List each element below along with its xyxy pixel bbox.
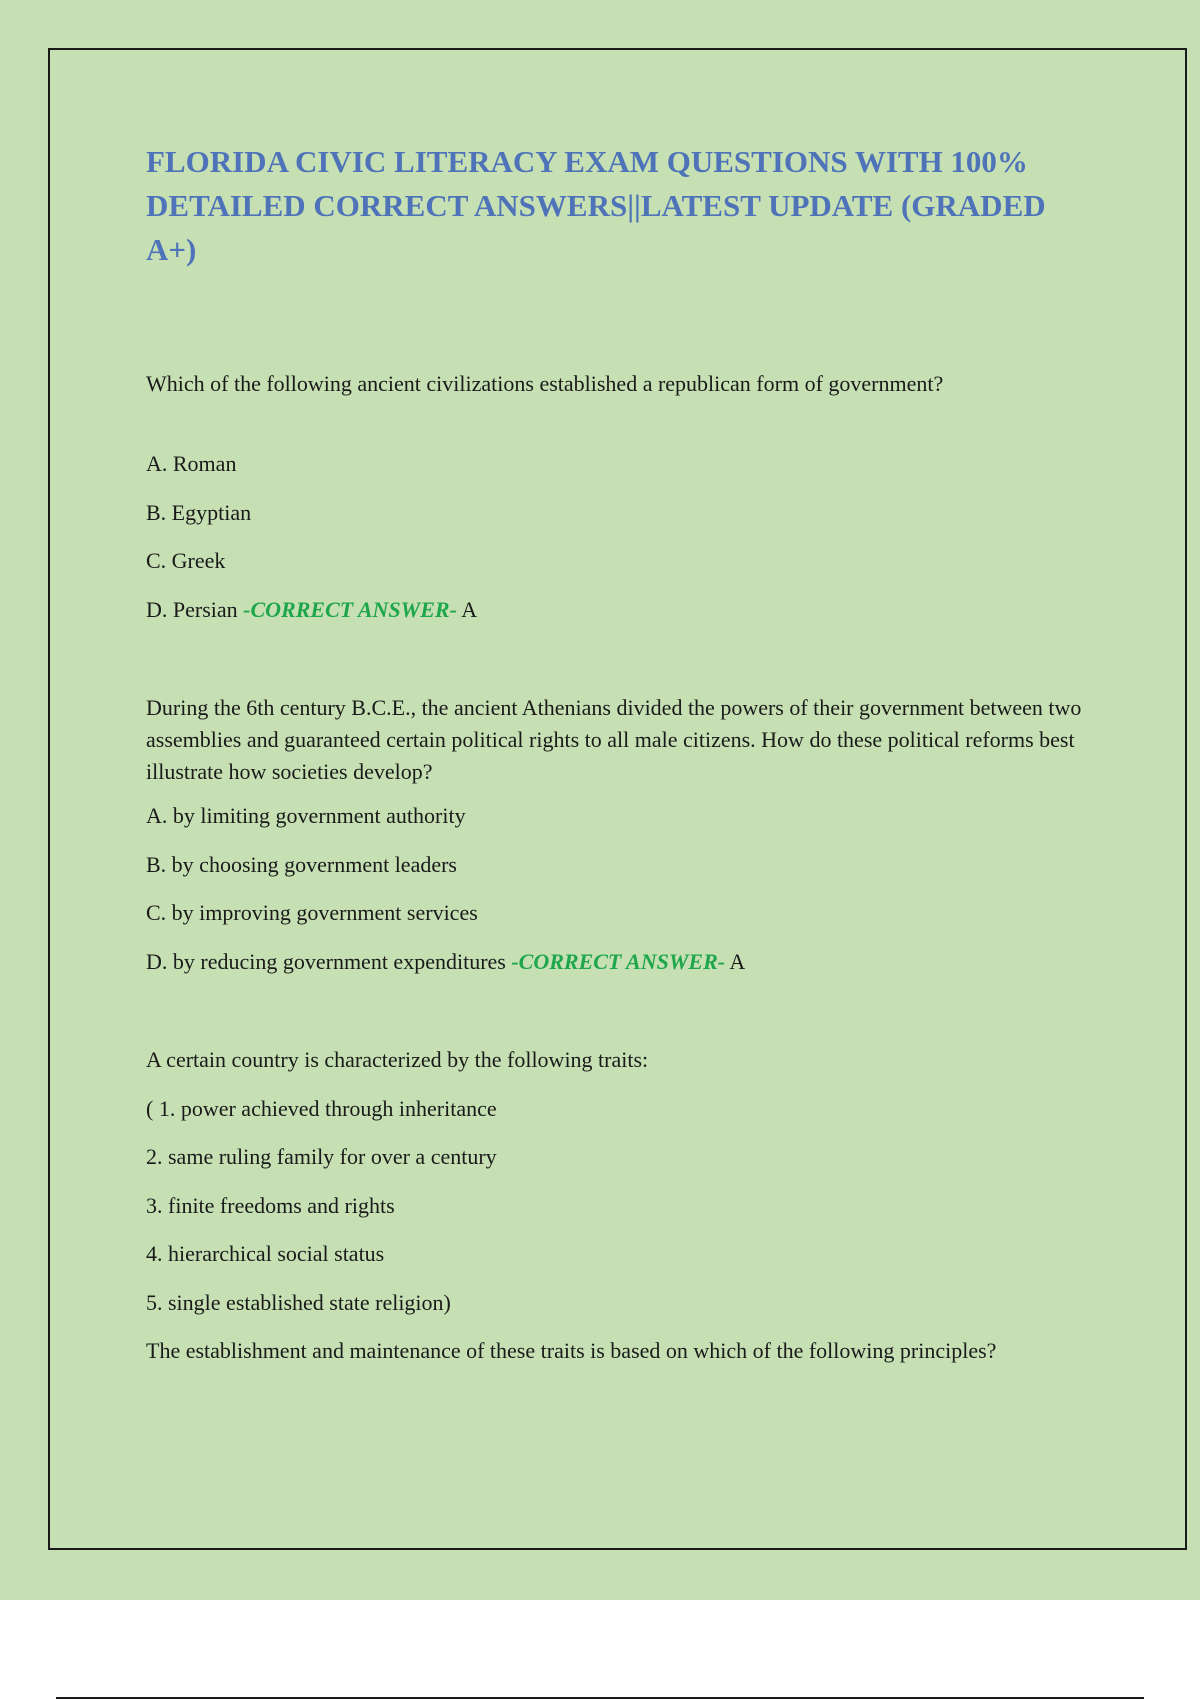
document-title: FLORIDA CIVIC LITERACY EXAM QUESTIONS WITH 100% DETAILED CORRECT ANSWERS||LATEST UPDATE (GRADED A+)	[146, 144, 1046, 267]
question-1-option-b: B. Egyptian	[146, 499, 252, 525]
question-1	[146, 368, 1096, 642]
question-1-option-a: A. Roman	[146, 451, 237, 476]
question-3-prompt: A certain country is characterized by the following traits:	[146, 1047, 649, 1072]
question-3-trait-4: 4. hierarchical social status	[146, 1241, 385, 1266]
question-2-option-d-text: D. by reducing government expenditures	[146, 948, 506, 974]
document-body	[146, 140, 1096, 1384]
correct-answer-tag: -CORRECT ANSWER-	[511, 948, 726, 974]
question-2-option-d	[146, 946, 1096, 995]
question-1-answer: A	[461, 596, 478, 622]
question-3-trait-5: 5. single established state religion)	[146, 1289, 451, 1315]
question-3-trait-1: ( 1. power achieved through inheritance	[146, 1095, 497, 1121]
question-2-answer: A	[729, 948, 746, 974]
question-3-trait-3: 3. finite freedoms and rights	[146, 1192, 395, 1218]
question-2	[146, 692, 1096, 994]
question-2-option-b: B. by choosing government leaders	[146, 851, 457, 877]
question-3	[146, 1044, 1096, 1384]
footer-divider	[56, 1697, 1144, 1699]
question-2-option-c: C. by improving government services	[146, 900, 478, 925]
question-2-prompt: During the 6th century B.C.E., the ancient Athenians divided the powers of their government between two assemblies and guaranteed certain political rights to all male citizens. How do these political reforms best illustrate how societies develop?	[146, 695, 1082, 784]
question-2-option-a: A. by limiting government authority	[146, 803, 466, 828]
question-1-prompt: Which of the following ancient civilizations established a republican form of government?	[146, 371, 944, 396]
question-1-option-c: C. Greek	[146, 548, 226, 573]
question-3-trait-2: 2. same ruling family for over a century	[146, 1144, 497, 1169]
question-3-follow-up: The establishment and maintenance of these traits is based on which of the following principles?	[146, 1338, 997, 1363]
question-1-option-d-text: D. Persian	[146, 596, 238, 622]
question-1-option-d	[146, 594, 1096, 643]
correct-answer-tag: -CORRECT ANSWER-	[243, 596, 457, 622]
